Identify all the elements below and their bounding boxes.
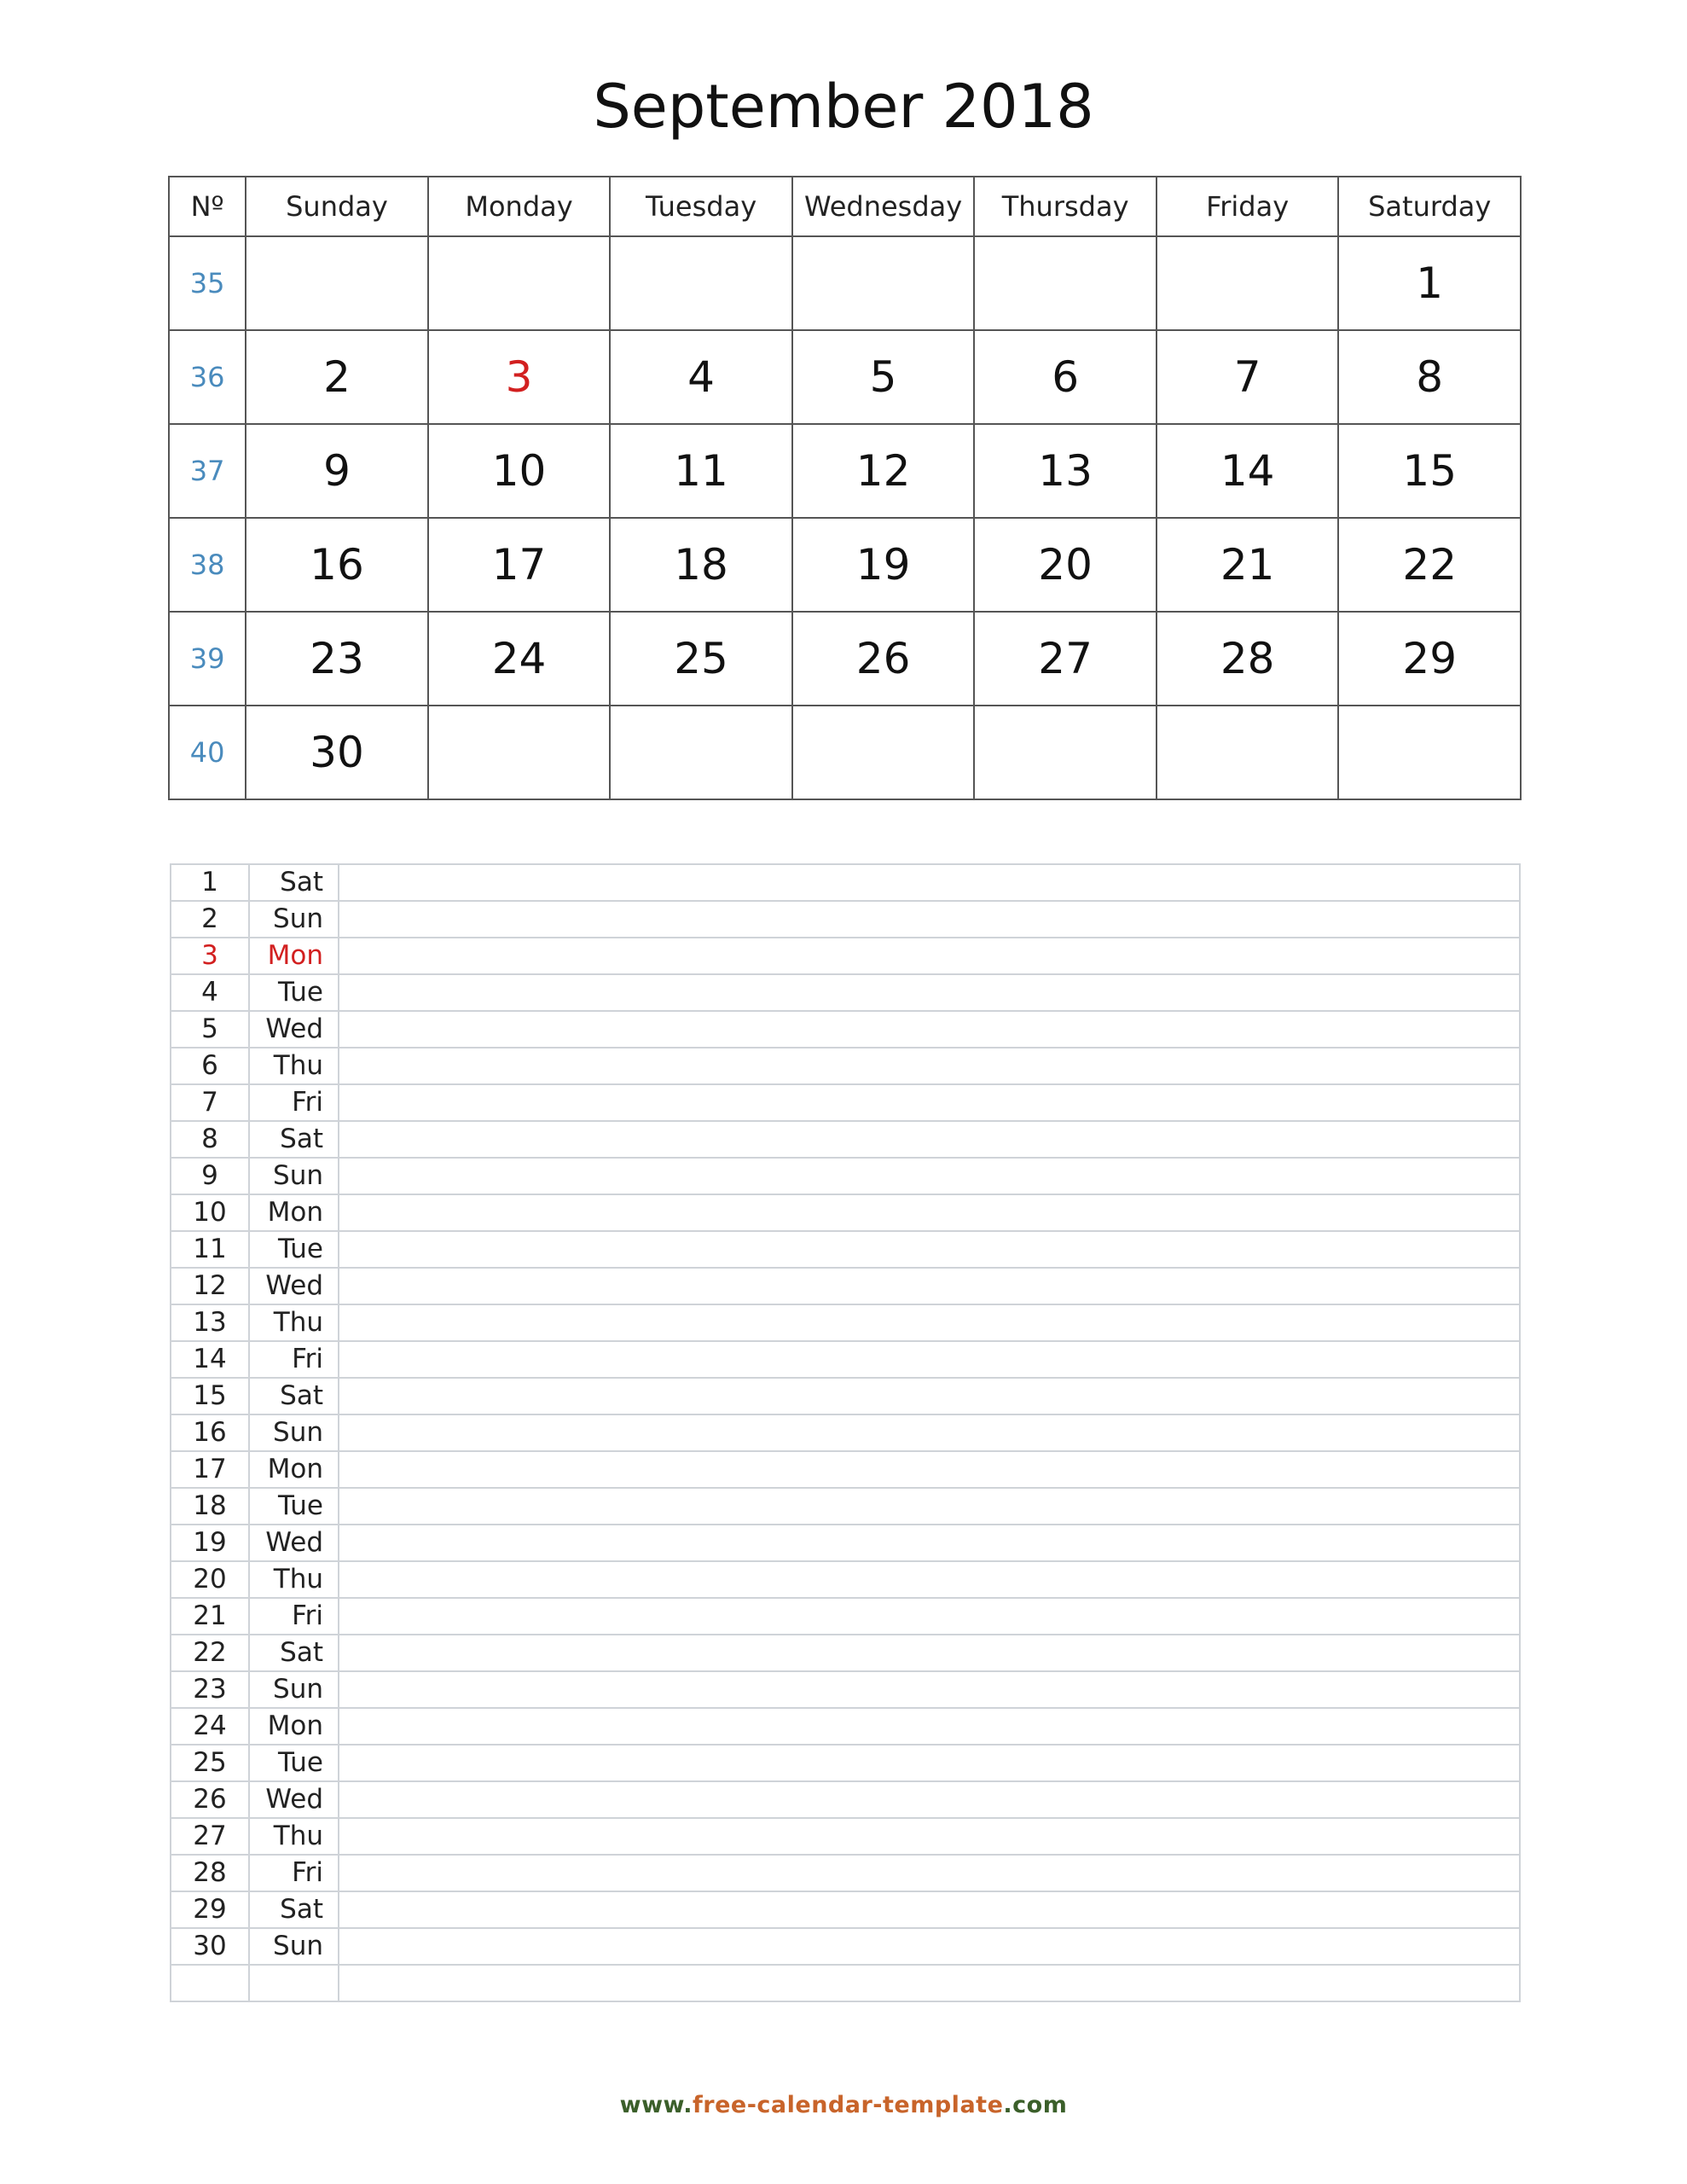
weekday-header-saturday: Saturday [1338,177,1521,236]
calendar-day-cell: 5 [792,330,975,424]
day-list-row [171,938,1520,974]
day-list-row [171,974,1520,1011]
calendar-day-cell: 28 [1157,612,1339,706]
day-list-date: 25 [171,1745,249,1781]
day-list-note-field[interactable] [339,1488,1520,1525]
day-list-note-field[interactable] [339,1561,1520,1598]
day-list-row [171,1268,1520,1304]
day-list-date: 14 [171,1341,249,1378]
day-list-weekday: Sun [249,1158,339,1194]
day-list-weekday: Wed [249,1011,339,1048]
day-list-weekday: Fri [249,1084,339,1121]
day-list-row [171,1194,1520,1231]
day-list-weekday [249,1965,339,2001]
day-list-date: 1 [171,864,249,901]
day-list-weekday: Sat [249,1635,339,1671]
day-list-row [171,1635,1520,1671]
week-number-header: Nº [169,177,246,236]
day-list-note-field[interactable] [339,1525,1520,1561]
day-list-date: 17 [171,1451,249,1488]
day-list-date: 8 [171,1121,249,1158]
month-calendar-grid [168,176,1522,800]
calendar-day-cell: 2 [246,330,428,424]
day-list-note-field[interactable] [339,1414,1520,1451]
calendar-day-cell: 30 [246,706,428,799]
day-list-row [171,1084,1520,1121]
calendar-day-cell: 6 [974,330,1157,424]
calendar-day-cell: 27 [974,612,1157,706]
weekday-header-thursday: Thursday [974,177,1157,236]
day-list-date: 6 [171,1048,249,1084]
day-list-row [171,1048,1520,1084]
day-list-row [171,1231,1520,1268]
calendar-empty-cell [792,236,975,330]
calendar-empty-cell [792,706,975,799]
day-list-row [171,1341,1520,1378]
calendar-empty-cell [1157,706,1339,799]
calendar-day-cell: 16 [246,518,428,612]
calendar-day-cell: 7 [1157,330,1339,424]
calendar-day-cell: 9 [246,424,428,518]
day-list-note-field[interactable] [339,1341,1520,1378]
day-list-note-field[interactable] [339,1818,1520,1855]
day-list-date: 23 [171,1671,249,1708]
calendar-empty-cell [974,236,1157,330]
calendar-day-cell: 11 [610,424,792,518]
day-list-weekday: Wed [249,1525,339,1561]
calendar-empty-cell [1157,236,1339,330]
day-list-row [171,1818,1520,1855]
day-list-date: 30 [171,1928,249,1965]
weekday-header-wednesday: Wednesday [792,177,975,236]
day-list-note-field[interactable] [339,864,1520,901]
calendar-week-row [169,424,1521,518]
day-list-weekday: Thu [249,1048,339,1084]
calendar-day-cell: 24 [428,612,611,706]
weekday-header-row [169,177,1521,236]
daily-notes-list [170,863,1521,2002]
day-list-date: 4 [171,974,249,1011]
calendar-empty-cell [974,706,1157,799]
calendar-day-cell: 8 [1338,330,1521,424]
day-list-date: 27 [171,1818,249,1855]
day-list-date: 3 [171,938,249,974]
calendar-day-cell: 29 [1338,612,1521,706]
day-list-note-field[interactable] [339,1891,1520,1928]
day-list-weekday: Mon [249,938,339,974]
day-list-date: 22 [171,1635,249,1671]
day-list-row [171,1304,1520,1341]
day-list-weekday: Tue [249,974,339,1011]
week-number: 37 [169,424,246,518]
footer-prefix: www. [619,2092,693,2118]
footer-brand: free-calendar-template [693,2092,1004,2118]
day-list-note-field[interactable] [339,1781,1520,1818]
calendar-day-cell: 26 [792,612,975,706]
day-list-date: 9 [171,1158,249,1194]
calendar-day-cell: 23 [246,612,428,706]
day-list-date: 7 [171,1084,249,1121]
day-list-note-field[interactable] [339,1635,1520,1671]
calendar-day-cell: 18 [610,518,792,612]
calendar-day-cell: 20 [974,518,1157,612]
calendar-day-cell: 22 [1338,518,1521,612]
footer-website[interactable] [0,2092,1687,2118]
day-list-note-field[interactable] [339,1671,1520,1708]
day-list-date: 18 [171,1488,249,1525]
day-list-date: 16 [171,1414,249,1451]
day-list-row [171,1378,1520,1414]
day-list-row [171,1708,1520,1745]
day-list-date: 21 [171,1598,249,1635]
week-number: 35 [169,236,246,330]
calendar-day-cell: 25 [610,612,792,706]
calendar-empty-cell [610,706,792,799]
day-list-note-field[interactable] [339,1598,1520,1635]
weekday-header-tuesday: Tuesday [610,177,792,236]
calendar-empty-cell [428,236,611,330]
day-list-note-field[interactable] [339,974,1520,1011]
day-list-date: 24 [171,1708,249,1745]
day-list-date: 13 [171,1304,249,1341]
day-list-row [171,1488,1520,1525]
day-list-note-field[interactable] [339,1158,1520,1194]
day-list-date: 29 [171,1891,249,1928]
calendar-day-cell: 15 [1338,424,1521,518]
day-list-weekday: Sat [249,864,339,901]
day-list-weekday: Tue [249,1488,339,1525]
day-list-note-field[interactable] [339,901,1520,938]
calendar-empty-cell [610,236,792,330]
day-list-note-field[interactable] [339,1928,1520,1965]
day-list-weekday: Thu [249,1561,339,1598]
calendar-day-cell: 17 [428,518,611,612]
day-list-row [171,1855,1520,1891]
day-list-date: 10 [171,1194,249,1231]
calendar-day-cell: 21 [1157,518,1339,612]
week-number: 39 [169,612,246,706]
calendar-empty-cell [246,236,428,330]
day-list-weekday: Thu [249,1304,339,1341]
footer-suffix: .com [1003,2092,1068,2118]
calendar-empty-cell [428,706,611,799]
calendar-empty-cell [1338,706,1521,799]
calendar-day-cell: 12 [792,424,975,518]
day-list-row [171,1158,1520,1194]
calendar-day-cell: 1 [1338,236,1521,330]
day-list-row [171,1671,1520,1708]
day-list-row [171,864,1520,901]
day-list-note-field[interactable] [339,1745,1520,1781]
calendar-week-row [169,330,1521,424]
calendar-day-cell: 14 [1157,424,1339,518]
calendar-week-row [169,236,1521,330]
day-list-date: 5 [171,1011,249,1048]
day-list-note-field[interactable] [339,1708,1520,1745]
day-list-date [171,1965,249,2001]
day-list-weekday: Fri [249,1341,339,1378]
day-list-weekday: Mon [249,1194,339,1231]
weekday-header-monday: Monday [428,177,611,236]
day-list-weekday: Sun [249,901,339,938]
week-number: 36 [169,330,246,424]
day-list-note-field[interactable] [339,1121,1520,1158]
day-list-weekday: Wed [249,1268,339,1304]
page-title: September 2018 [593,72,1094,142]
day-list-note-field[interactable] [339,1268,1520,1304]
calendar-day-cell: 4 [610,330,792,424]
calendar-day-cell: 19 [792,518,975,612]
day-list-date: 28 [171,1855,249,1891]
weekday-header-sunday: Sunday [246,177,428,236]
calendar-day-cell: 3 [428,330,611,424]
day-list-row [171,1891,1520,1928]
day-list-date: 12 [171,1268,249,1304]
day-list-note-field[interactable] [339,1011,1520,1048]
day-list-weekday: Tue [249,1745,339,1781]
day-list-date: 15 [171,1378,249,1414]
day-list-date: 20 [171,1561,249,1598]
week-number: 38 [169,518,246,612]
day-list-weekday: Mon [249,1708,339,1745]
day-list-row [171,1414,1520,1451]
day-list-weekday: Thu [249,1818,339,1855]
day-list-row [171,1745,1520,1781]
day-list-note-field[interactable] [339,1194,1520,1231]
day-list-note-field[interactable] [339,1855,1520,1891]
day-list-note-field[interactable] [339,1451,1520,1488]
calendar-week-row [169,518,1521,612]
day-list-row [171,1781,1520,1818]
day-list-weekday: Sat [249,1378,339,1414]
day-list-date: 2 [171,901,249,938]
day-list-weekday: Sun [249,1414,339,1451]
day-list-row [171,1451,1520,1488]
day-list-weekday: Sat [249,1121,339,1158]
day-list-weekday: Fri [249,1598,339,1635]
day-list-weekday: Tue [249,1231,339,1268]
calendar-day-cell: 10 [428,424,611,518]
day-list-row [171,1561,1520,1598]
day-list-note-field[interactable] [339,1304,1520,1341]
day-list-row [171,1965,1520,2001]
day-list-row [171,1011,1520,1048]
calendar-day-cell: 13 [974,424,1157,518]
day-list-note-field[interactable] [339,1231,1520,1268]
week-number: 40 [169,706,246,799]
day-list-row [171,901,1520,938]
day-list-row [171,1121,1520,1158]
day-list-weekday: Sun [249,1671,339,1708]
day-list-date: 26 [171,1781,249,1818]
day-list-row [171,1525,1520,1561]
day-list-note-field[interactable] [339,938,1520,974]
day-list-note-field[interactable] [339,1084,1520,1121]
day-list-weekday: Wed [249,1781,339,1818]
day-list-row [171,1598,1520,1635]
day-list-note-field[interactable] [339,1965,1520,2001]
day-list-date: 19 [171,1525,249,1561]
day-list-weekday: Mon [249,1451,339,1488]
day-list-note-field[interactable] [339,1378,1520,1414]
calendar-week-row [169,612,1521,706]
day-list-weekday: Sat [249,1891,339,1928]
day-list-date: 11 [171,1231,249,1268]
day-list-note-field[interactable] [339,1048,1520,1084]
day-list-row [171,1928,1520,1965]
day-list-weekday: Sun [249,1928,339,1965]
day-list-weekday: Fri [249,1855,339,1891]
calendar-week-row [169,706,1521,799]
weekday-header-friday: Friday [1157,177,1339,236]
